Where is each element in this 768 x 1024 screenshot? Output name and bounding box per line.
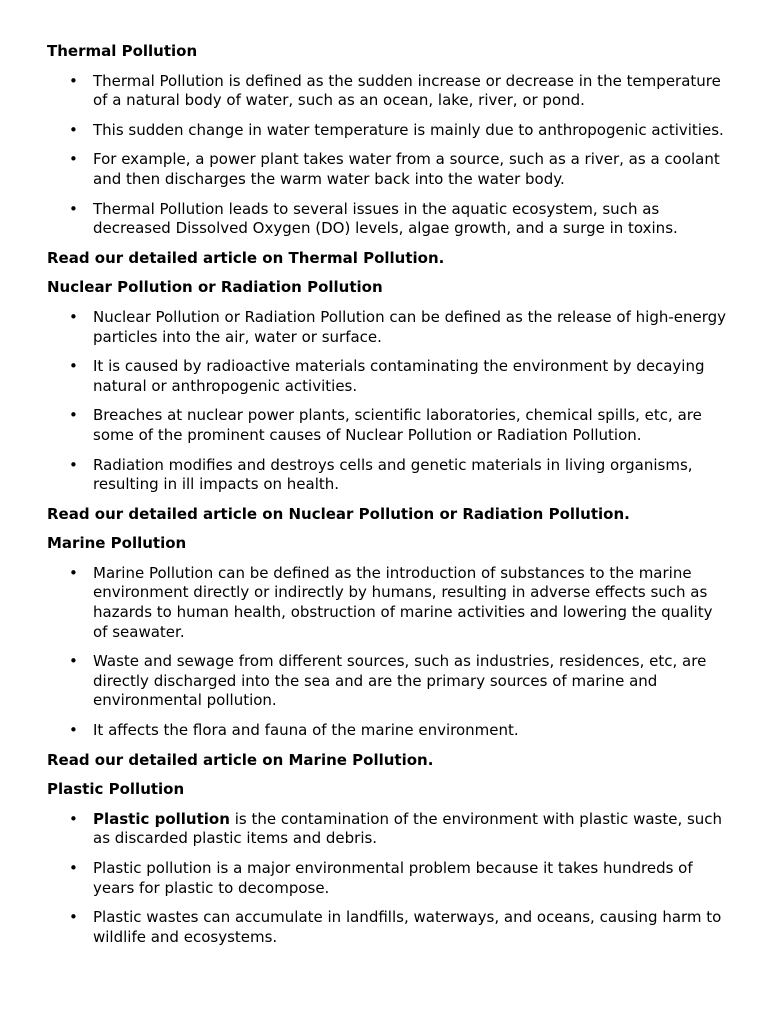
bullet-icon: • (69, 563, 78, 582)
list-item-text: Radiation modifies and destroys cells and genetic materials in living organisms, resulting in ill impacts on health. (93, 455, 693, 494)
list-item-text: Waste and sewage from different sources, such as industries, residences, etc, are directly discharged into the sea and are the primary sources of marine and environmental pollution. (93, 652, 707, 710)
list-item (47, 908, 728, 947)
bullet-icon: • (69, 455, 78, 474)
list-item-text: Breaches at nuclear power plants, scientific laboratories, chemical spills, etc, are some of the prominent causes of Nuclear Pollution or Radiation Pollution. (93, 406, 702, 444)
section-nuclear-pollution (47, 278, 728, 524)
list-item (47, 406, 728, 445)
list-item (47, 72, 728, 111)
list-item (47, 810, 728, 849)
list-item (47, 308, 728, 347)
list-item (47, 121, 728, 141)
list-item-text: It is caused by radioactive materials contaminating the environment by decaying natural or anthropogenic activities. (93, 357, 705, 395)
bullet-icon: • (69, 120, 78, 139)
list-item-text: Plastic wastes can accumulate in landfills, waterways, and oceans, causing harm to wildlife and ecosystems. (93, 908, 722, 946)
list-item (47, 150, 728, 189)
section-thermal-pollution (47, 42, 728, 268)
list-item (47, 456, 728, 495)
bold-term: Plastic pollution (93, 809, 230, 828)
read-more-link[interactable]: Read our detailed article on Marine Pollution. (47, 750, 434, 769)
read-more-link[interactable]: Read our detailed article on Nuclear Pollution or Radiation Pollution. (47, 504, 630, 523)
bullet-icon: • (69, 357, 78, 376)
list-item-text: For example, a power plant takes water from a source, such as a river, as a coolant and then discharges the warm water back into the water body. (93, 150, 720, 188)
bullet-icon: • (69, 199, 78, 218)
section-heading: Nuclear Pollution or Radiation Pollution (47, 278, 383, 297)
list-item (47, 652, 728, 711)
list-item (47, 859, 728, 898)
bullet-icon: • (69, 721, 78, 740)
section-heading: Thermal Pollution (47, 42, 198, 60)
read-more-link[interactable]: Read our detailed article on Thermal Pollution. (47, 248, 445, 267)
list-item-text: Plastic pollution is a major environmental problem because it takes hundreds of years for plastic to decompose. (93, 859, 693, 897)
section-plastic-pollution (47, 780, 728, 947)
list-item-text: Thermal Pollution leads to several issues in the aquatic ecosystem, such as decreased Dissolved Oxygen (DO) levels, algae growth, and a surge in toxins. (93, 199, 678, 238)
list-item (47, 200, 728, 239)
bullet-list (47, 810, 728, 948)
bullet-list (47, 72, 728, 239)
list-item-text: Marine Pollution can be defined as the introduction of substances to the marine environment directly or indirectly by humans, resulting in adverse effects such as hazards to human health, obstruction of marine activities and lowering the quality of seawater. (93, 563, 713, 641)
list-item (47, 721, 728, 741)
list-item (47, 564, 728, 642)
bullet-list (47, 308, 728, 495)
bullet-icon: • (69, 652, 78, 671)
bullet-icon: • (69, 859, 78, 877)
bullet-icon: • (69, 809, 78, 828)
section-heading: Marine Pollution (47, 534, 187, 553)
bullet-list (47, 564, 728, 741)
section-marine-pollution (47, 534, 728, 770)
list-item (47, 357, 728, 396)
list-item-text: It affects the flora and fauna of the marine environment. (93, 721, 519, 740)
bullet-icon: • (69, 406, 78, 425)
bullet-icon: • (69, 307, 78, 326)
bullet-icon: • (69, 908, 78, 927)
list-item-text: is the contamination of the environment with plastic waste, such as discarded plastic items and debris. (93, 809, 723, 848)
bullet-icon: • (69, 150, 78, 169)
list-item-text: Nuclear Pollution or Radiation Pollution can be defined as the release of high-energy particles into the air, water or surface. (93, 307, 727, 346)
section-heading: Plastic Pollution (47, 780, 185, 799)
list-item-text: This sudden change in water temperature is mainly due to anthropogenic activities. (93, 120, 724, 139)
bullet-icon: • (69, 71, 78, 90)
list-item-text: Thermal Pollution is defined as the sudden increase or decrease in the temperature of a natural body of water, such as an ocean, lake, river, or pond. (93, 71, 721, 110)
